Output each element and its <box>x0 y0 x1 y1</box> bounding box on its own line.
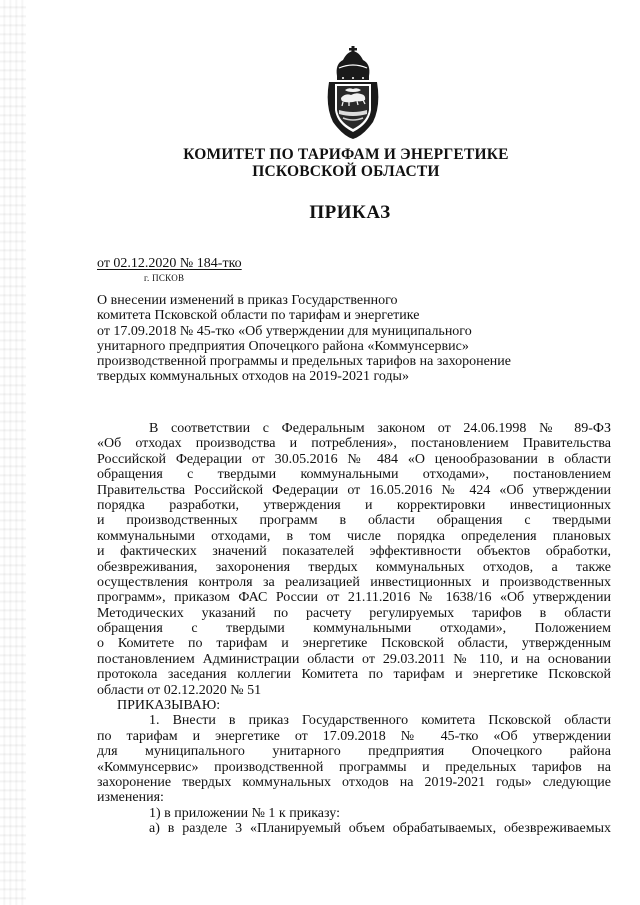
org-title-line-1: КОМИТЕТ ПО ТАРИФАМ И ЭНЕРГЕТИКЕ <box>183 146 509 163</box>
body-line: протокола заседания коллегии Комитета по тарифам и энергетике Псковской <box>97 667 611 683</box>
body-line: Правительства Российской Федерации от 16.05.2016 № 424 «Об утверждении <box>97 482 611 498</box>
body-line: 1) в приложении № 1 к приказу: <box>149 805 340 821</box>
body-line: «Об отходах производства и потребления», постановлением Правительства <box>97 436 611 452</box>
subject-line: унитарного предприятия Опочецкого района «Коммунсервис» <box>97 338 469 354</box>
body-line: области от 02.12.2020 № 51 <box>97 682 262 698</box>
subject-line: комитета Псковской области по тарифам и энергетике <box>97 308 420 324</box>
subject-line: твердых коммунальных отходов на 2019-2021 годы» <box>97 369 409 385</box>
scan-edge-noise <box>0 0 26 905</box>
subject-line: от 17.09.2018 № 45-тко «Об утверждении для муниципального <box>97 323 472 339</box>
body-line: программ», приказом ФАС России от 21.11.2016 № 1638/16 «Об утверждении <box>97 590 611 606</box>
body-line: Методических указаний по расчету регулируемых тарифов в области <box>97 605 611 621</box>
body-line: В соответствии с Федеральным законом от 24.06.1998 № 89-ФЗ <box>149 421 611 436</box>
body-line: а) в разделе 3 «Планируемый объем обрабатываемых, обезвреживаемых <box>149 821 611 837</box>
body-line: «Коммунсервис» производственной программы и предельных тарифов на <box>97 759 611 775</box>
subject-line: О внесении изменений в приказ Государственного <box>97 293 398 308</box>
body-line: обращения с твердыми коммунальными отходами», постановлением <box>97 467 611 483</box>
body-line: Российской Федерации от 30.05.2016 № 484 «О ценообразовании в области <box>97 451 611 467</box>
body-line: и фактических значений показателей эффективности объектов обработки, <box>97 544 611 560</box>
body-line: о Комитете по тарифам и энергетике Псковской области, утвержденным <box>97 636 611 652</box>
body-line: обращения с твердыми коммунальными отходами», Положением <box>97 621 611 637</box>
body-line: коммунальными отходами, в том числе порядка определения плановых <box>97 528 611 544</box>
org-title-line-2: ПСКОВСКОЙ ОБЛАСТИ <box>252 163 440 180</box>
body-line: 1. Внести в приказ Государственного комитета Псковской области <box>149 713 611 729</box>
body-line: и производственных программ в области обращения с твердыми <box>97 513 611 529</box>
document-city: г. ПСКОВ <box>144 273 185 283</box>
body-line: обезвреживания, захоронения твердых коммунальных отходов, а также <box>97 559 611 575</box>
body-line: порядка разработки, утверждения и корректировки инвестиционных <box>97 497 611 513</box>
body-line: для муниципального унитарного предприятия Опочецкого района <box>97 744 611 760</box>
body-line: изменения: <box>97 790 164 806</box>
pskov-coat-of-arms-icon <box>323 46 383 140</box>
subject-line: производственной программы и предельных тарифов на захоронение <box>97 354 511 370</box>
body-line: постановлением Администрации области от 29.03.2011 № 110, и на основании <box>97 651 611 667</box>
body-line-order-word: ПРИКАЗЫВАЮ: <box>117 698 221 714</box>
body-line: по тарифам и энергетике от 17.09.2018 № 45-тко «Об утверждении <box>97 728 611 744</box>
document-date-number: от 02.12.2020 № 184-тко <box>97 256 242 271</box>
document-body <box>97 421 611 837</box>
document-subject <box>97 293 557 385</box>
body-line: осуществления контроля за реализацией инвестиционных и производственных <box>97 574 611 590</box>
body-line: захоронение твердых коммунальных отходов на 2019-2021 годы» следующие <box>97 774 611 790</box>
document-type-heading: ПРИКАЗ <box>309 202 391 223</box>
